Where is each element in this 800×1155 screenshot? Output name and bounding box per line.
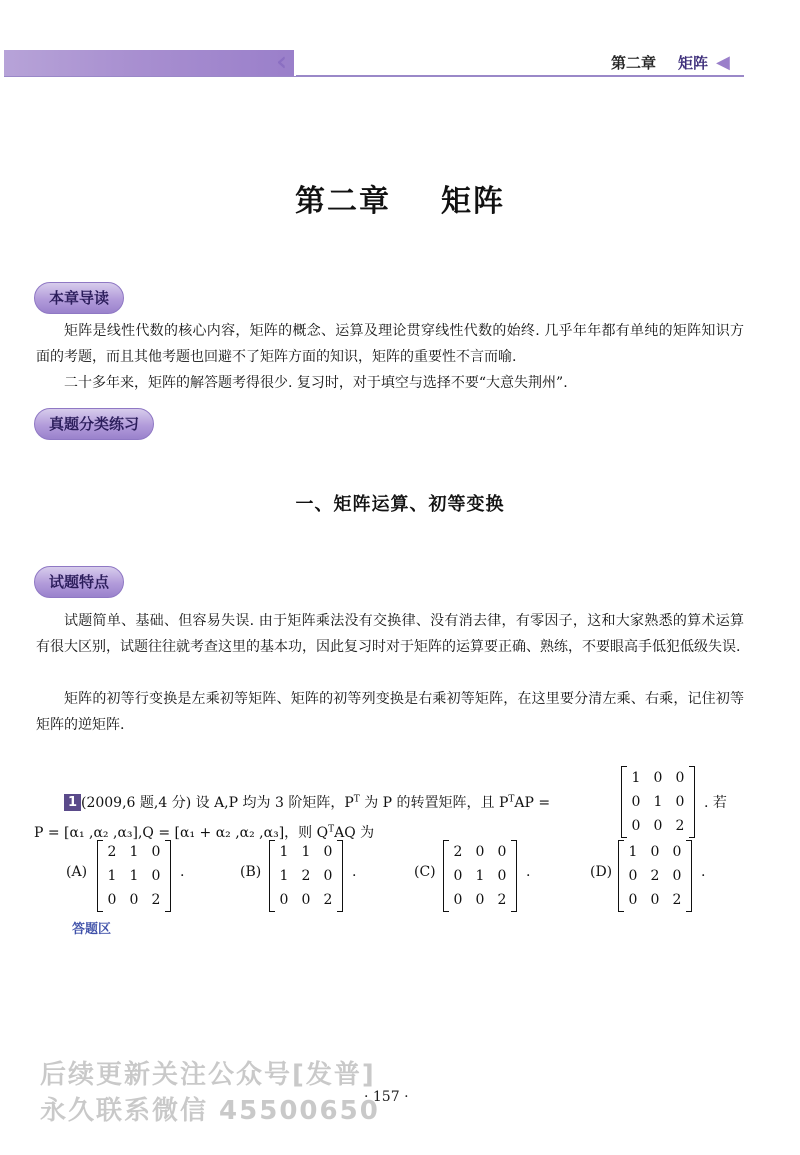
option-b-matrix-cell-2-1: 0 [301, 892, 311, 908]
option-b-matrix-cell-2-2: 2 [323, 892, 333, 908]
header-decor-bar [4, 50, 294, 76]
header-topic: 矩阵 [677, 54, 708, 72]
given-matrix-cell-1-2: 0 [675, 794, 685, 810]
intro-paragraph-2: 二十多年来，矩阵的解答题考得很少. 复习时，对于填空与选择不要“大意失荆州”. [64, 375, 568, 391]
option-d-period: . [701, 864, 706, 880]
option-d-matrix-cell-1-2: 0 [672, 868, 682, 884]
header-arrow-icon: ◀ [716, 52, 730, 73]
option-c-period: . [526, 864, 531, 880]
option-c-matrix-cell-2-2: 2 [497, 892, 507, 908]
given-matrix-cell-2-1: 0 [653, 818, 663, 834]
page-number: · 157 · [364, 1089, 409, 1105]
header-rule [296, 75, 744, 77]
option-d-matrix-cell-0-1: 0 [650, 844, 660, 860]
option-b-matrix-cell-0-2: 0 [323, 844, 333, 860]
answer-area-label: 答题区 [72, 922, 112, 937]
header-chapter: 第二章 [610, 54, 656, 72]
question-line-2 [34, 822, 374, 842]
question-line2-text: P = [α₁ ,α₂ ,α₃],Q = [α₁ + α₂ ,α₂ ,α₃]，则 Q [34, 825, 329, 841]
chapter-title-name: 矩阵 [441, 184, 505, 219]
option-d-matrix-cell-2-1: 0 [650, 892, 660, 908]
question-stem [64, 792, 550, 812]
features-tag: 试题特点 [34, 566, 124, 598]
option-a-matrix-cell-0-1: 1 [129, 844, 139, 860]
option-b-matrix-cell-0-0: 1 [279, 844, 289, 860]
option-a-period: . [180, 864, 185, 880]
given-matrix-cell-0-1: 0 [653, 770, 663, 786]
option-b-matrix-cell-1-1: 2 [301, 868, 311, 884]
question-stem-c: AP = [514, 795, 551, 811]
option-c-matrix-cell-0-1: 0 [475, 844, 485, 860]
option-c-matrix [443, 840, 517, 912]
transpose-sup-3: T [328, 824, 335, 835]
option-d-matrix-cell-1-0: 0 [628, 868, 638, 884]
option-a-matrix-cell-1-0: 1 [107, 868, 117, 884]
option-c-matrix-cell-1-1: 1 [475, 868, 485, 884]
option-c-label: (C) [414, 864, 436, 880]
given-matrix-cell-2-0: 0 [631, 818, 641, 834]
intro-paragraph-1: 矩阵是线性代数的核心内容，矩阵的概念、运算及理论贯穿线性代数的始终. 几乎年年都有单纯的矩阵知识方面的考题，而且其他考题也回避不了矩阵方面的知识，矩阵的重要性不言而喻. [36, 323, 744, 365]
given-matrix-cell-0-0: 1 [631, 770, 641, 786]
given-matrix-cell-1-0: 0 [631, 794, 641, 810]
option-b-matrix-cell-2-0: 0 [279, 892, 289, 908]
running-header [611, 52, 708, 73]
option-c-matrix-cell-2-1: 0 [475, 892, 485, 908]
given-matrix-cell-0-2: 0 [675, 770, 685, 786]
watermark-line-1: 后续更新关注公众号[发普] [40, 1060, 376, 1090]
header-chevron-icon: ‹‹‹ [276, 47, 278, 77]
option-d-matrix-cell-2-0: 0 [628, 892, 638, 908]
features-paragraph-2: 矩阵的初等行变换是左乘初等矩阵、矩阵的初等列变换是右乘初等矩阵，在这里要分清左乘、右乘，记住初等矩阵的逆矩阵. [36, 691, 744, 733]
option-b-period: . [352, 864, 357, 880]
given-matrix [621, 766, 695, 838]
option-b-matrix [269, 840, 343, 912]
option-b-matrix-cell-1-2: 0 [323, 868, 333, 884]
option-a-label: (A) [66, 864, 88, 880]
option-b-label: (B) [240, 864, 262, 880]
transpose-sup: T [353, 794, 360, 805]
chapter-title [0, 176, 800, 220]
option-a-matrix-cell-1-1: 1 [129, 868, 139, 884]
question-stem-b: 为 P 的转置矩阵，且 P [359, 795, 509, 811]
option-a-matrix-cell-2-0: 0 [107, 892, 117, 908]
option-d-matrix-cell-2-2: 2 [672, 892, 682, 908]
practice-tag: 真题分类练习 [34, 408, 154, 440]
option-d-matrix-cell-0-2: 0 [672, 844, 682, 860]
question-line2-end: AQ 为 [334, 825, 375, 841]
question-number: 1 [64, 794, 81, 811]
option-a-matrix-cell-1-2: 0 [151, 868, 161, 884]
question-stem-a: 设 A,P 均为 3 阶矩阵，P [195, 795, 354, 811]
question-stem-end: . 若 [704, 795, 727, 811]
option-c-matrix-cell-0-2: 0 [497, 844, 507, 860]
option-a-matrix-cell-2-2: 2 [151, 892, 161, 908]
section-title: 一、矩阵运算、初等变换 [295, 494, 505, 515]
watermark-line-2: 永久联系微信 45500650 [40, 1096, 380, 1126]
header-rule-left [4, 76, 296, 77]
option-a-matrix-cell-2-1: 0 [129, 892, 139, 908]
option-d-label: (D) [590, 864, 613, 880]
option-c-matrix-cell-2-0: 0 [453, 892, 463, 908]
option-c-matrix-cell-1-2: 0 [497, 868, 507, 884]
transpose-sup-2: T [508, 794, 515, 805]
option-b-matrix-cell-1-0: 1 [279, 868, 289, 884]
option-a-matrix [97, 840, 171, 912]
option-b-matrix-cell-0-1: 1 [301, 844, 311, 860]
option-d-matrix [618, 840, 692, 912]
option-c-matrix-cell-0-0: 2 [453, 844, 463, 860]
question-source: (2009,6 题,4 分) [81, 795, 192, 811]
intro-tag: 本章导读 [34, 282, 124, 314]
given-matrix-cell-1-1: 1 [653, 794, 663, 810]
option-d-matrix-cell-0-0: 1 [628, 844, 638, 860]
given-matrix-cell-2-2: 2 [675, 818, 685, 834]
option-c-matrix-cell-1-0: 0 [453, 868, 463, 884]
chapter-title-number: 第二章 [295, 184, 391, 219]
option-a-matrix-cell-0-2: 0 [151, 844, 161, 860]
features-paragraph-1: 试题简单、基础、但容易失误. 由于矩阵乘法没有交换律、没有消去律，有零因子，这和大家熟悉的算术运算有很大区别，试题往往就考查这里的基本功，因此复习时对于矩阵的运算要正确、熟练，不要眼高手低犯低级失误. [36, 613, 744, 655]
option-a-matrix-cell-0-0: 2 [107, 844, 117, 860]
option-d-matrix-cell-1-1: 2 [650, 868, 660, 884]
